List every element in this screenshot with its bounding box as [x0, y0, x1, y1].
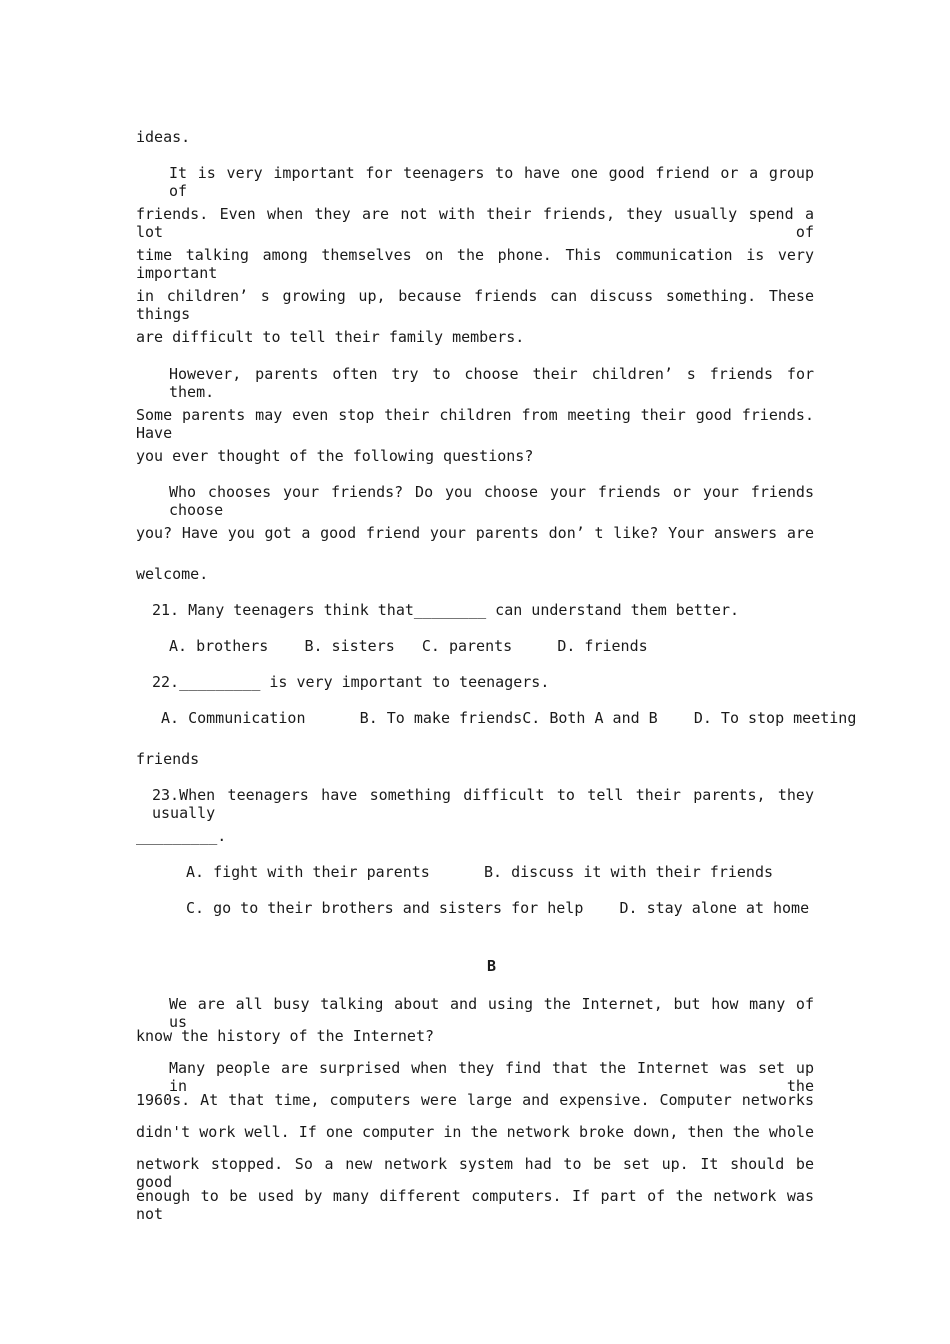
question-22-stem: 22._________ is very important to teenagers.: [152, 673, 550, 691]
passage-line: you ever thought of the following questions?: [136, 447, 534, 465]
passage-line: ideas.: [136, 128, 191, 146]
passage-line: network stopped. So a new network system had to be set up. It should be good: [136, 1155, 814, 1191]
passage-line: are difficult to tell their family members.: [136, 328, 525, 346]
passage-line: It is very important for teenagers to have one good friend or a group of: [169, 164, 814, 200]
passage-line: Who chooses your friends? Do you choose your friends or your friends choose: [169, 483, 814, 519]
passage-line: However, parents often try to choose their children’ s friends for them.: [169, 365, 814, 401]
question-23-stem: 23.When teenagers have something difficult to tell their parents, they usually: [152, 786, 814, 822]
question-22-options-cont: friends: [136, 750, 200, 768]
question-21-options: A. brothers B. sisters C. parents D. friends: [169, 637, 648, 655]
passage-line: know the history of the Internet?: [136, 1027, 435, 1045]
question-21-stem: 21. Many teenagers think that________ can understand them better.: [152, 601, 739, 619]
section-heading: B: [486, 957, 497, 975]
question-22-options: A. Communication B. To make friendsC. Both A and B D. To stop meeting: [161, 709, 857, 727]
question-23-options: C. go to their brothers and sisters for help D. stay alone at home: [186, 899, 810, 917]
passage-line: didn't work well. If one computer in the network broke down, then the whole: [136, 1123, 814, 1141]
passage-line: time talking among themselves on the phone. This communication is very important: [136, 246, 814, 282]
passage-line: 1960s. At that time, computers were large and expensive. Computer networks: [136, 1091, 814, 1109]
passage-line: friends. Even when they are not with their friends, they usually spend a lot of: [136, 205, 814, 241]
passage-line: Many people are surprised when they find that the Internet was set up in the: [169, 1059, 814, 1095]
passage-line: Some parents may even stop their children from meeting their good friends. Have: [136, 406, 814, 442]
question-23-stem-cont: _________.: [136, 827, 227, 845]
passage-line: you? Have you got a good friend your parents don’ t like? Your answers are: [136, 524, 814, 542]
question-23-options: A. fight with their parents B. discuss it with their friends: [186, 863, 773, 881]
passage-line: We are all busy talking about and using the Internet, but how many of us: [169, 995, 814, 1031]
passage-line: enough to be used by many different computers. If part of the network was not: [136, 1187, 814, 1223]
passage-line: in children’ s growing up, because friends can discuss something. These things: [136, 287, 814, 323]
passage-line: welcome.: [136, 565, 209, 583]
